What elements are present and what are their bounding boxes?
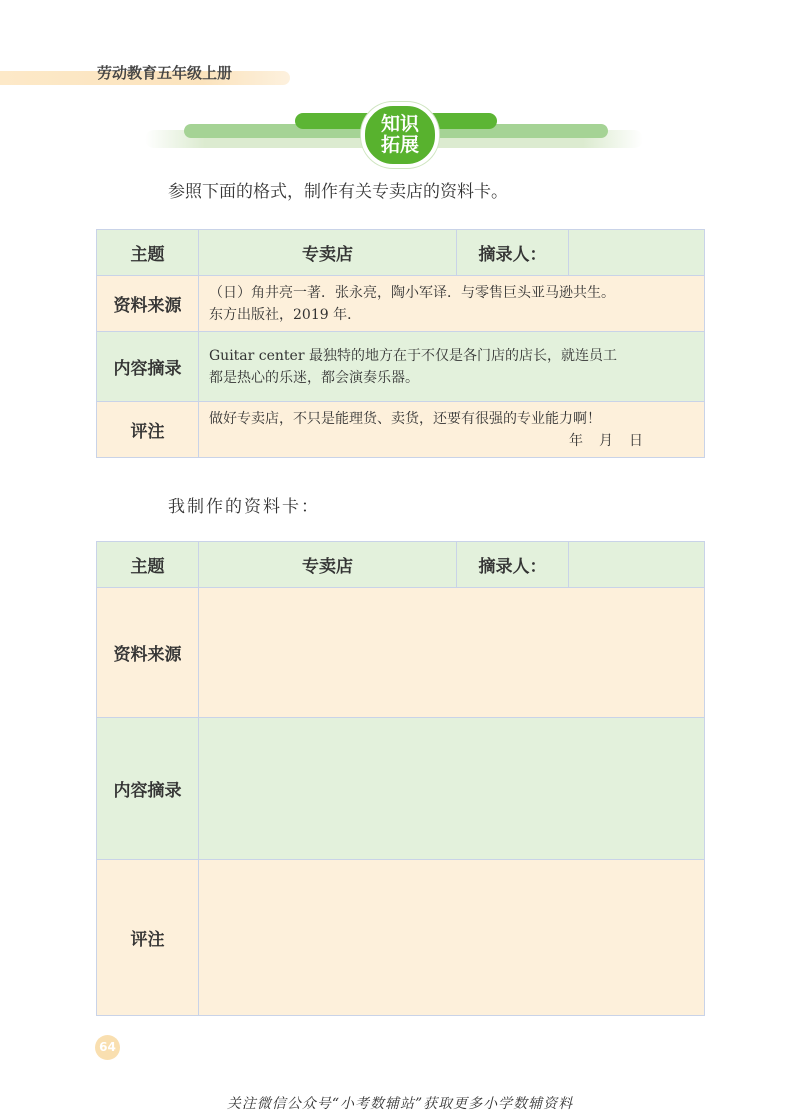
my-excerpt-field[interactable]	[199, 718, 705, 860]
my-recorder-field[interactable]	[569, 542, 705, 588]
instruction-text: 参照下面的格式，制作有关专卖店的资料卡。	[168, 182, 508, 202]
example-excerpt-label: 内容摘录	[97, 332, 199, 402]
example-topic-row	[97, 230, 705, 276]
example-source-line-1: （日）角井亮一著．张永亮，陶小军译．与零售巨头亚马逊共生。	[209, 284, 615, 301]
page-number: 64	[95, 1035, 120, 1060]
my-topic-label: 主题	[97, 542, 199, 588]
example-source-content	[199, 276, 705, 332]
example-recorder-label: 摘录人：	[457, 230, 569, 276]
my-comment-label: 评注	[97, 860, 199, 1016]
badge-line-1: 知识	[380, 113, 419, 135]
example-comment-content	[199, 402, 705, 458]
example-topic-value: 专卖店	[199, 230, 457, 276]
example-topic-label: 主题	[97, 230, 199, 276]
example-source-label: 资料来源	[97, 276, 199, 332]
example-comment-row	[97, 402, 705, 458]
my-source-label: 资料来源	[97, 588, 199, 718]
my-topic-row	[97, 542, 705, 588]
my-comment-row	[97, 860, 705, 1016]
example-excerpt-line-1: Guitar center 最独特的地方在于不仅是各门店的店长，就连员工	[209, 347, 617, 364]
example-info-card	[96, 229, 705, 458]
my-source-row	[97, 588, 705, 718]
my-topic-value: 专卖店	[199, 542, 457, 588]
my-comment-field[interactable]	[199, 860, 705, 1016]
example-comment-line-1: 做好专卖店，不只是能理货、卖货，还要有很强的专业能力啊！	[209, 410, 601, 427]
example-source-line-2: 东方出版社，2019 年．	[209, 306, 362, 323]
example-excerpt-content	[199, 332, 705, 402]
my-excerpt-row	[97, 718, 705, 860]
example-comment-date: 年 月 日	[569, 432, 644, 449]
example-excerpt-row	[97, 332, 705, 402]
my-info-card	[96, 541, 705, 1016]
example-recorder-value	[569, 230, 705, 276]
knowledge-extension-badge	[361, 102, 439, 168]
my-card-intro: 我制作的资料卡：	[168, 497, 320, 517]
my-excerpt-label: 内容摘录	[97, 718, 199, 860]
example-source-row	[97, 276, 705, 332]
footer-note: 关注微信公众号“小考数辅站”获取更多小学数辅资料	[226, 1096, 574, 1112]
example-comment-label: 评注	[97, 402, 199, 458]
book-title: 劳动教育五年级上册	[97, 64, 233, 82]
my-source-field[interactable]	[199, 588, 705, 718]
badge-line-2: 拓展	[380, 134, 419, 156]
my-recorder-label: 摘录人：	[457, 542, 569, 588]
example-excerpt-line-2: 都是热心的乐迷，都会演奏乐器。	[209, 369, 419, 386]
